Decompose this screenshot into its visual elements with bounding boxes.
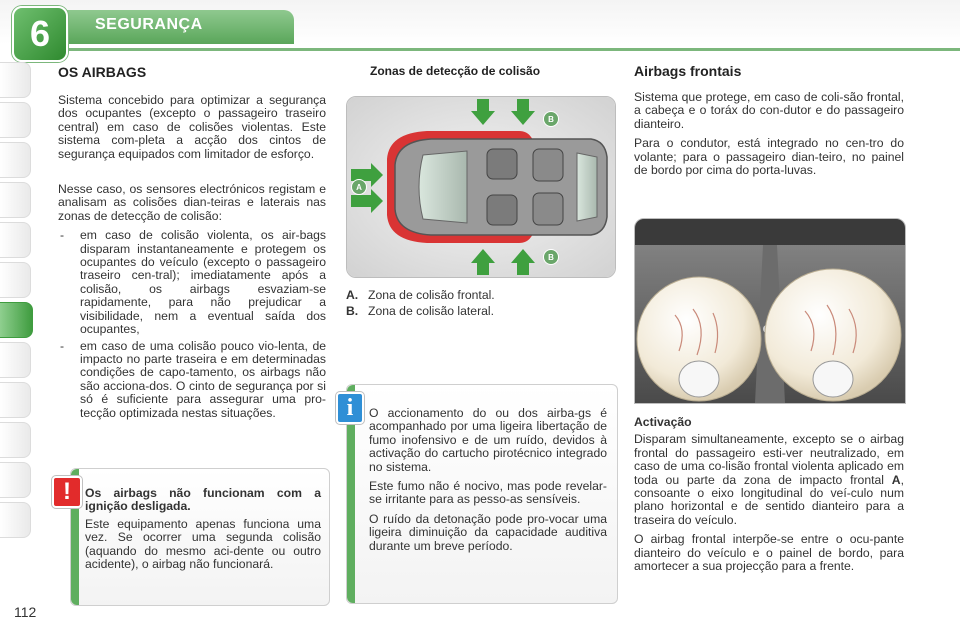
warning-title: Os airbags não funcionam com a ignição desligada. — [85, 486, 321, 514]
zone-legend — [346, 289, 614, 319]
left-text-block — [58, 94, 326, 423]
side-tab-1[interactable] — [0, 62, 31, 98]
info-paragraph-1: O accionamento do ou dos airba-gs é acompanhado por uma ligeira libertação de fumo inofensivo e de um ruído, devidos à activação do cartucho pirotécnico integrado no sistema. — [369, 406, 607, 474]
info-icon: i — [336, 392, 364, 424]
activation-paragraph-1: Disparam simultaneamente, excepto se o airbag frontal do passageiro esti-ver neutralizado, em caso de uma co-lisão frontal violenta aplicado em toda ou parte da zona de impacto frontal A, consoante o eixo longitudinal do veí-culo num plano horizontal e de sentido dianteiro para a traseira do veículo. — [634, 432, 904, 527]
intro-paragraph: Sistema concebido para optimizar a segurança dos ocupantes (excepto o passageiro traseiro central) em caso de colisões violentas. Este sistema com-pleta a acção dos cintos de segurança equipados com limitador de esforço. — [58, 93, 326, 161]
activation-paragraph-2: O airbag frontal interpõe-se entre o ocu-pante dianteiro do veículo e o painel de bordo, para amortecer a sua projecção para a frente. — [634, 532, 904, 574]
activation-title: Activação — [634, 415, 692, 429]
chapter-side-tabs — [0, 62, 30, 542]
activation-text — [634, 416, 904, 579]
side-tab-4[interactable] — [0, 182, 31, 218]
side-tab-11[interactable] — [0, 462, 31, 498]
list-item: - em caso de uma colisão pouco vio-lenta, de impacto no parte traseira e em determinadas condições de capo-tamento, os airbags não são acciona-dos. O cinto de segurança por si só é suficiente para assegurar uma pro-tecção optimizada nestas situações. — [58, 340, 326, 420]
side-tab-12[interactable] — [0, 502, 31, 538]
side-tab-2[interactable] — [0, 102, 31, 138]
collision-zones-diagram — [346, 96, 616, 278]
zone-a-text: Zona de colisão frontal. — [368, 288, 495, 302]
car-top-view-illustration — [347, 97, 615, 277]
sensors-paragraph: Nesse caso, os sensores electrónicos registam e analisam as colisões dian-teiras e laterais nas zonas de detecção de colisão: — [58, 182, 326, 223]
side-tab-9[interactable] — [0, 382, 31, 418]
info-box — [346, 384, 618, 604]
info-paragraph-2: Este fumo não é nocivo, mas pode revelar-se irritante para as pesso-as sensíveis. — [369, 479, 607, 507]
frontal-paragraph-1: Sistema que protege, em caso de coli-são frontal, a cabeça e o toráx do con-dutor e do passageiro dianteiro. — [634, 90, 904, 131]
deployed-airbags-illustration — [635, 219, 905, 403]
section-title-airbags: OS AIRBAGS — [58, 64, 147, 80]
zone-a-letter: A. — [346, 288, 359, 302]
side-tab-10[interactable] — [0, 422, 31, 458]
frontal-airbags-title: Airbags frontais — [634, 63, 742, 79]
zone-b-marker-bottom: B — [543, 249, 559, 265]
zone-b-letter: B. — [346, 304, 359, 319]
header-divider — [50, 48, 960, 51]
warning-box — [70, 468, 330, 606]
warning-text: Este equipamento apenas funciona uma vez. Se ocorrer uma segunda colisão (aquando do mesmo aci-dente ou outro acidente), o airbag não funcionará. — [85, 516, 321, 572]
side-tab-5[interactable] — [0, 222, 31, 258]
warning-icon: ! — [52, 476, 82, 508]
collision-list — [58, 229, 326, 420]
chapter-title: SEGURANÇA — [95, 16, 203, 33]
side-tab-8[interactable] — [0, 342, 31, 378]
info-paragraph-3: O ruído da detonação pode pro-vocar uma ligeira diminuição da capacidade auditiva durante um breve período. — [369, 511, 607, 553]
zone-b-marker-top: B — [543, 111, 559, 127]
frontal-paragraph-2: Para o condutor, está integrado no cen-tro do volante; para o passageiro dian-teiro, no painel de bordo por cima do porta-luvas. — [634, 136, 904, 178]
page-number: 112 — [14, 604, 37, 620]
side-tab-6[interactable] — [0, 262, 31, 298]
detection-zones-title: Zonas de detecção de colisão — [370, 64, 541, 78]
zone-a-marker: A — [351, 179, 367, 195]
side-tab-3[interactable] — [0, 142, 31, 178]
frontal-airbags-photo — [634, 218, 906, 404]
side-tab-7-active[interactable] — [0, 302, 33, 338]
list-item: - em caso de colisão violenta, os air-bags disparam instantaneamente e protegem os ocupantes do veículo (excepto o passageiro traseiro cen-tral); imediatamente após a colisão, os airbags esvaziam-se rapidamente, para não prejudicar a visibilidade, nem a eventual saída dos ocupantes, — [58, 229, 326, 336]
zone-b-text: Zona de colisão lateral. — [368, 304, 495, 319]
chapter-number-badge: 6 — [12, 6, 68, 62]
frontal-airbags-text — [634, 91, 904, 183]
